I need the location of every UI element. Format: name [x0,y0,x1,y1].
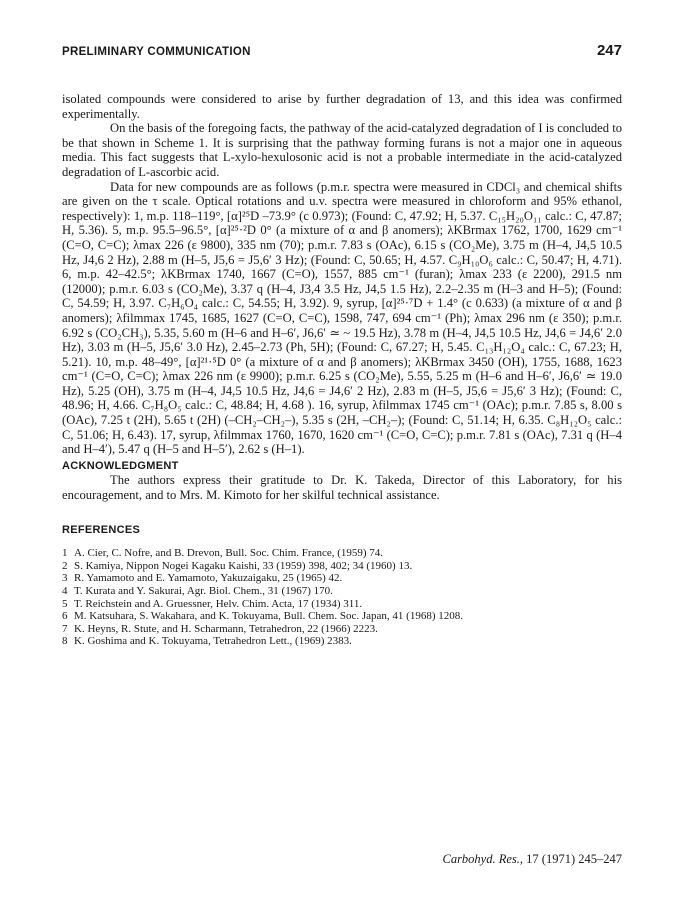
page-number: 247 [596,42,622,59]
reference-item [62,547,622,560]
volume-pages: 17 (1971) 245–247 [523,852,622,866]
acknowledgment-heading: ACKNOWLEDGMENT [62,459,179,472]
references-heading: REFERENCES [62,523,141,536]
acknowledgment-text: The authors express their gratitude to Dr. K. Takeda, Director of this Laboratory, for his encouragement, and to Mrs. M. Kimoto for her skilful technical assistance. [62,473,622,503]
paragraph-pathway: On the basis of the foregoing facts, the pathway of the acid-catalyzed degradation of I is concluded to be that shown in Scheme 1. It is surprising that the pathway forming furans is not a major one in aqueous media. This fact suggests that L-xylo-hexulosonic acid is not a probable intermediate in the acid-catalyzed degradation of L-ascorbic acid. [62,121,622,179]
reference-number: 8 [62,635,68,648]
reference-text: K. Heyns, R. Stute, and H. Scharmann, Tetrahedron, 22 (1966) 2223. [74,622,378,635]
reference-number: 2 [62,559,68,572]
reference-item [62,598,622,611]
reference-text: A. Cier, C. Nofre, and B. Drevon, Bull. Soc. Chim. France, (1959) 74. [74,547,384,560]
reference-item [62,635,622,648]
reference-text: S. Kamiya, Nippon Nogei Kagaku Kaishi, 33 (1959) 398, 402; 34 (1960) 13. [74,559,413,572]
paragraph-continuation: isolated compounds were considered to arise by further degradation of 13, and this idea was confirmed experimentally. [62,92,622,121]
reference-text: T. Reichstein and A. Gruessner, Helv. Chim. Acta, 17 (1934) 311. [74,597,363,610]
references-list [62,547,622,648]
running-header [62,42,622,64]
reference-text: R. Yamamoto and E. Yamamoto, Yakuzaigaku, 25 (1965) 42. [74,572,343,585]
paragraph-compound-data: Data for new compounds are as follows (p.m.r. spectra were measured in CDCl₃ and chemical shifts are given on the τ scale. Optical rotations and u.v. spectra were measured in chloroform and 95% ethanol, respectively): 1, m.p. 118–119°, [α]²⁵D –73.9° (c 0.973); (Found: C, 47.92; H, 5.37. C₁₅H₂₀O₁₁ calc.: C, 47.87; H, 5.36). 5, m.p. 95.5–96.5°, [α]²⁵·²D 0° (a mixture of α and β anomers); λKBrmax 1762, 1700, 1629 cm⁻¹ (C=O, C=C); λmax 226 (ε 9800), 335 nm (70); p.m.r. 7.83 s (OAc), 6.15 s (CO₂Me), 3.75 m (H–4, J4,5 10.5 Hz, J4,6 2 Hz), 2.88 m (H–5, J5,6 = J5,6′ 3 Hz); (Found: C, 50.65; H, 4.57. C₉H₁₀O₆ calc.: C, 50.47; H, 4.71). 6, m.p. 42–42.5°; λKBrmax 1740, 1667 (C=O), 1557, 885 cm⁻¹ (furan); λmax 233 (ε 2200), 291.5 nm (12000); p.m.r. 6.03 s (CO₂Me), 3.37 q (H–4, J3,4 3.5 Hz, J4,5 1.5 Hz), 2.2–2.35 m (H–3 and H–5); (Found: C, 54.59; H, 3.97. C₇H₆O₄ calc.: C, 54.55; H, 3.92). 9, syrup, [α]²⁵·⁷D + 1.4° (c 0.633) (a mixture of α and β anomers); λfilmmax 1745, 1685, 1627 (C=O, C=C), 1598, 747, 694 cm⁻¹ (Ph); λmax 296 nm (ε 350); p.m.r. 6.92 s (CO₂CH₃), 5.35, 5.60 m (H–6 and H–6′, J6,6′ ≃ ~ 19.5 Hz), 3.78 m (H–4, J4,5 10.5 Hz, J4,6 = J4,6′ 2.0 Hz), 3.03 m (H–5, J5,6′ 3.0 Hz), 2.45–2.73 (Ph, 5H); (Found: C, 67.27; H, 5.45. C₁₃H₁₂O₄ calc.: C, 67.23; H, 5.21). 10, m.p. 48–49°, [α]²¹·⁵D 0° (a mixture of α and β anomers); λKBrmax 3450 (OH), 1755, 1688, 1623 cm⁻¹ (C=O, C=C); λmax 226 nm (ε 9900); p.m.r. 6.25 s (CO₂Me), 5.55, 5.25 m (H–6 and H–6′, J6,6′ ≃ 19.0 Hz), 5.25 (OH), 3.75 m (H–4, J4,5 10.5 Hz, J4,6 = J4,6′ 2 Hz), 2.83 m (H–5, J5,6 = J5,6′ 3 Hz); (Found: C, 48.96; H, 4.66. C₇H₈O₅ calc.: C, 48.84; H, 4.68 ). 16, syrup, λfilmmax 1745 cm⁻¹ (OAc); p.m.r. 7.85 s, 8.00 s (OAc), 7.25 t (2H), 5.65 t (2H) (–CH₂–CH₂–), 5.35 s (2H, –CH₂–); (Found: C, 51.14; H, 6.35. C₈H₁₂O₅ calc.: C, 51.06; H, 6.43). 17, syrup, λfilmmax 1760, 1670, 1620 cm⁻¹ (C=O, C=C); p.m.r. 7.81 s (OAc), 7.31 q (H–4 and H–4′), 5.47 q (H–5 and H–5′), 2.62 s (H–1). [62,179,622,457]
reference-item [62,610,622,623]
reference-number: 7 [62,622,68,635]
journal-citation [442,852,622,867]
reference-text: T. Kurata and Y. Sakurai, Agr. Biol. Chem., 31 (1967) 170. [74,585,333,597]
reference-text: M. Katsuhara, S. Wakahara, and K. Tokuyama, Bull. Chem. Soc. Japan, 41 (1968) 1208. [74,610,463,623]
article-body [62,92,622,648]
reference-number: 4 [62,585,68,597]
reference-text: K. Goshima and K. Tokuyama, Tetrahedron Lett., (1969) 2383. [74,635,352,648]
journal-name: Carbohyd. Res., [442,852,524,866]
reference-number: 3 [62,572,68,585]
reference-number: 6 [62,610,68,623]
reference-number: 5 [62,597,68,610]
reference-item [62,572,622,585]
reference-item [62,560,622,573]
reference-item [62,585,622,598]
reference-number: 1 [62,547,68,560]
running-title: PRELIMINARY COMMUNICATION [62,46,251,58]
reference-item [62,623,622,636]
